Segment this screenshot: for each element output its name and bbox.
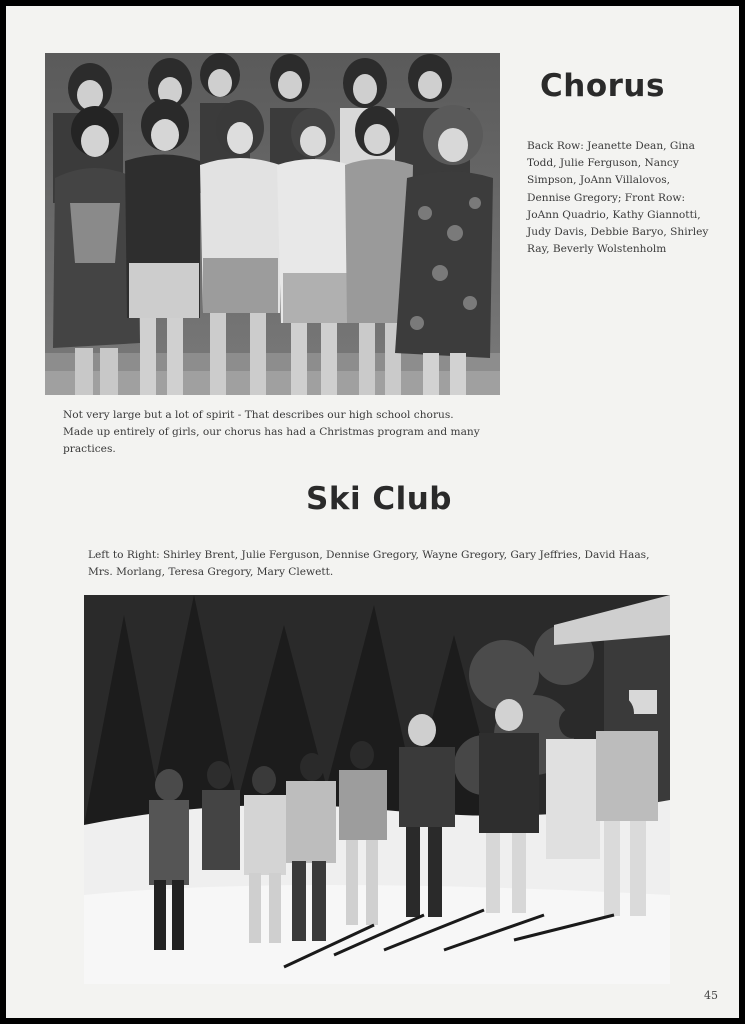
ski-club-group-photo (84, 595, 670, 984)
page-number: 45 (704, 989, 718, 1002)
chorus-member-names: Back Row: Jeanette Dean, Gina Todd, Julie Ferguson, Nancy Simpson, JoAnn Villalovos, Dennise Gregory; Front Row: JoAnn Quadrio, Kathy Giannotti, Judy Davis, Debbie Baryo, Shirley Ray, Beverly Wolstenholm (527, 140, 709, 256)
chorus-description: Not very large but a lot of spirit - That describes our high school chorus. Made up entirely of girls, our chorus has had a Christmas program and many practices. (63, 409, 480, 456)
yearbook-page (6, 6, 739, 1018)
chorus-title: Chorus (540, 68, 665, 104)
chorus-group-photo (45, 53, 500, 395)
ski-club-title: Ski Club (306, 481, 452, 517)
ski-club-member-names: Left to Right: Shirley Brent, Julie Ferguson, Dennise Gregory, Wayne Gregory, Gary Jeffries, David Haas, Mrs. Morlang, Teresa Gregory, Mary Clewett. (88, 549, 650, 579)
